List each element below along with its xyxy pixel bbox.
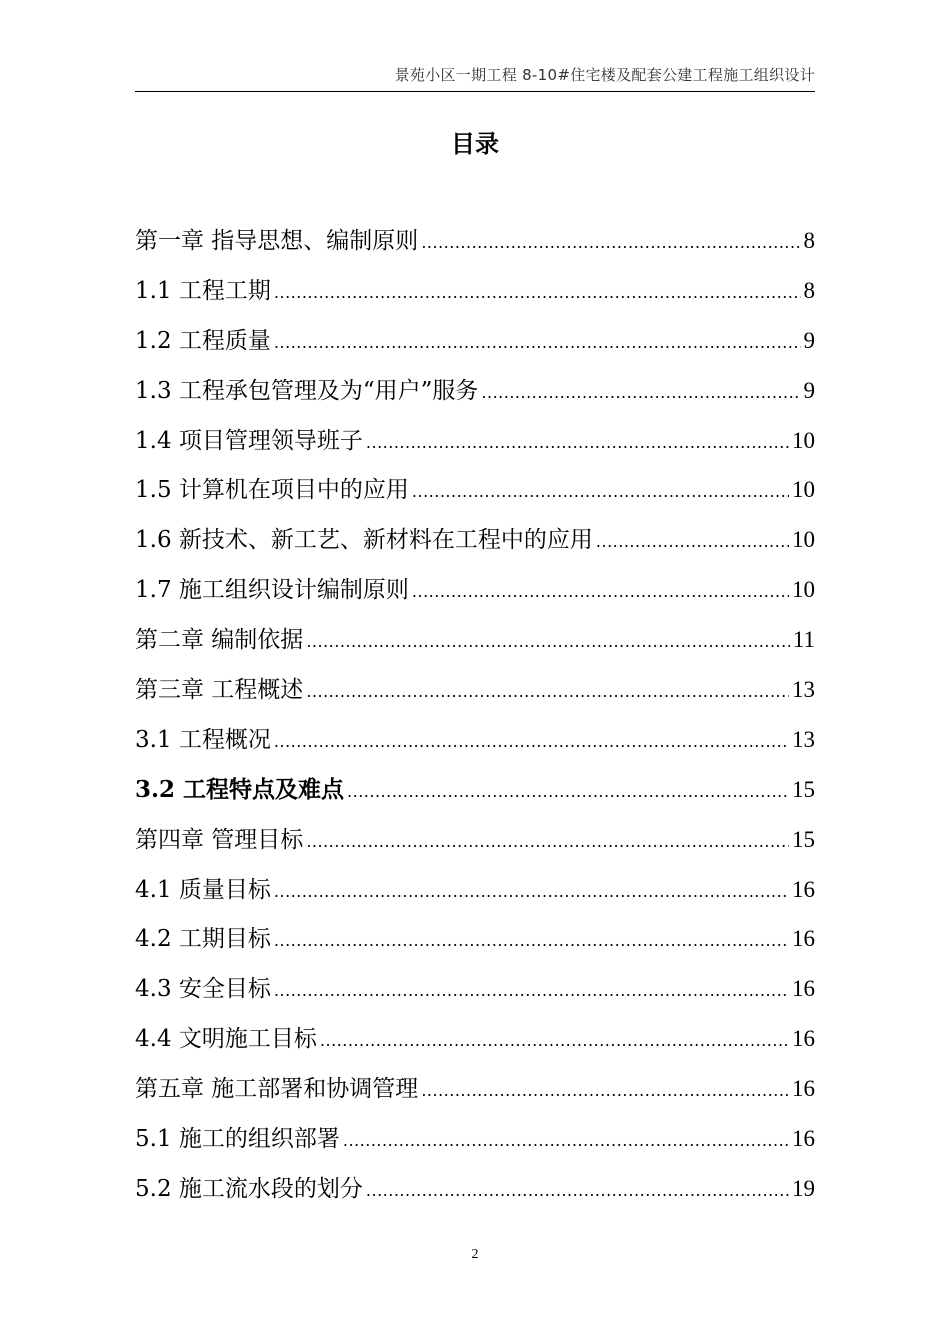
toc-entry[interactable] — [135, 665, 815, 715]
toc-entry-page: 9 — [803, 327, 815, 353]
toc-dot-leader — [412, 567, 789, 617]
toc-dot-leader — [306, 817, 789, 867]
toc-dot-leader — [366, 418, 789, 468]
toc-entry-label: 1.2 工程质量 — [135, 327, 271, 354]
toc-entry-label: 4.2 工期目标 — [135, 926, 271, 953]
toc-dot-leader — [274, 966, 789, 1016]
toc-entry[interactable] — [135, 865, 815, 915]
toc-entry-page: 10 — [792, 527, 815, 553]
toc-dot-leader — [481, 368, 800, 418]
toc-entry[interactable] — [135, 1014, 815, 1064]
toc-entry[interactable] — [135, 216, 815, 266]
toc-entry-page: 10 — [792, 577, 815, 603]
toc-dot-leader — [366, 1166, 789, 1216]
toc-entry-page: 19 — [792, 1175, 815, 1201]
toc-entry-page: 8 — [803, 277, 815, 303]
toc-dot-leader — [596, 517, 789, 567]
toc-entry[interactable] — [135, 515, 815, 565]
toc-entry-label: 1.4 项目管理领导班子 — [135, 427, 363, 454]
toc-dot-leader — [274, 717, 789, 767]
toc-entry-page: 13 — [792, 677, 815, 703]
toc-entry[interactable] — [135, 815, 815, 865]
toc-entry-label: 1.5 计算机在项目中的应用 — [135, 477, 409, 504]
toc-entry[interactable] — [135, 914, 815, 964]
toc-dot-leader — [412, 467, 789, 517]
toc-entry-label: 1.1 工程工期 — [135, 277, 271, 304]
running-header: 景苑小区一期工程 8-10#住宅楼及配套公建工程施工组织设计 — [394, 66, 815, 84]
toc-title: 目录 — [451, 130, 499, 158]
toc-entry-page: 10 — [792, 427, 815, 453]
toc-dot-leader — [306, 617, 790, 667]
toc-dot-leader — [320, 1016, 789, 1066]
toc-entry-page: 13 — [792, 726, 815, 752]
toc-entry[interactable] — [135, 765, 815, 815]
toc-entry-page: 16 — [792, 1126, 815, 1152]
toc-dot-leader — [347, 767, 789, 817]
toc-entry-label: 第三章 工程概述 — [135, 677, 304, 704]
toc-dot-leader — [274, 268, 801, 318]
toc-entry-page: 16 — [792, 976, 815, 1002]
toc-entry[interactable] — [135, 1064, 815, 1114]
toc-entry[interactable] — [135, 1114, 815, 1164]
toc-entry[interactable] — [135, 266, 815, 316]
toc-entry-page: 16 — [792, 1076, 815, 1102]
toc-entry-label: 4.1 质量目标 — [135, 876, 271, 903]
toc-entry-label: 3.2 工程特点及难点 — [135, 775, 345, 803]
toc-entry-label: 第五章 施工部署和协调管理 — [135, 1076, 419, 1103]
toc-entry-page: 10 — [792, 477, 815, 503]
toc-dot-leader — [343, 1116, 789, 1166]
toc-entry-label: 5.1 施工的组织部署 — [135, 1126, 340, 1153]
toc-entry-page: 16 — [792, 876, 815, 902]
toc-dot-leader — [274, 318, 801, 368]
table-of-contents — [135, 216, 815, 1214]
toc-dot-leader — [306, 667, 789, 717]
toc-dot-leader — [421, 1066, 789, 1116]
header-divider — [135, 91, 815, 92]
toc-entry-label: 4.3 安全目标 — [135, 976, 271, 1003]
toc-entry[interactable] — [135, 715, 815, 765]
toc-entry-label: 第四章 管理目标 — [135, 826, 304, 853]
toc-entry-page: 15 — [792, 776, 815, 802]
toc-entry-page: 9 — [803, 377, 815, 403]
toc-entry[interactable] — [135, 316, 815, 366]
toc-entry[interactable] — [135, 565, 815, 615]
toc-entry-page: 8 — [803, 228, 815, 253]
toc-entry-page: 11 — [792, 627, 815, 653]
toc-entry-label: 3.1 工程概况 — [135, 726, 271, 753]
toc-entry[interactable] — [135, 964, 815, 1014]
toc-entry[interactable] — [135, 465, 815, 515]
toc-entry-label: 4.4 文明施工目标 — [135, 1026, 317, 1053]
toc-entry-label: 1.7 施工组织设计编制原则 — [135, 577, 409, 604]
toc-entry-page: 16 — [792, 926, 815, 952]
toc-entry[interactable] — [135, 366, 815, 416]
toc-entry[interactable] — [135, 615, 815, 665]
toc-entry-label: 1.6 新技术、新工艺、新材料在工程中的应用 — [135, 527, 593, 554]
toc-entry-label: 1.3 工程承包管理及为“用户”服务 — [135, 377, 479, 404]
toc-entry-label: 第一章 指导思想、编制原则 — [135, 228, 419, 254]
page-number: 2 — [471, 1247, 479, 1262]
toc-dot-leader — [274, 867, 789, 917]
toc-entry[interactable] — [135, 416, 815, 466]
toc-entry[interactable] — [135, 1164, 815, 1214]
toc-dot-leader — [274, 916, 789, 966]
toc-entry-page: 16 — [792, 1026, 815, 1052]
toc-entry-label: 5.2 施工流水段的划分 — [135, 1175, 363, 1202]
toc-entry-page: 15 — [792, 826, 815, 852]
toc-entry-label: 第二章 编制依据 — [135, 627, 304, 654]
toc-dot-leader — [421, 218, 800, 268]
